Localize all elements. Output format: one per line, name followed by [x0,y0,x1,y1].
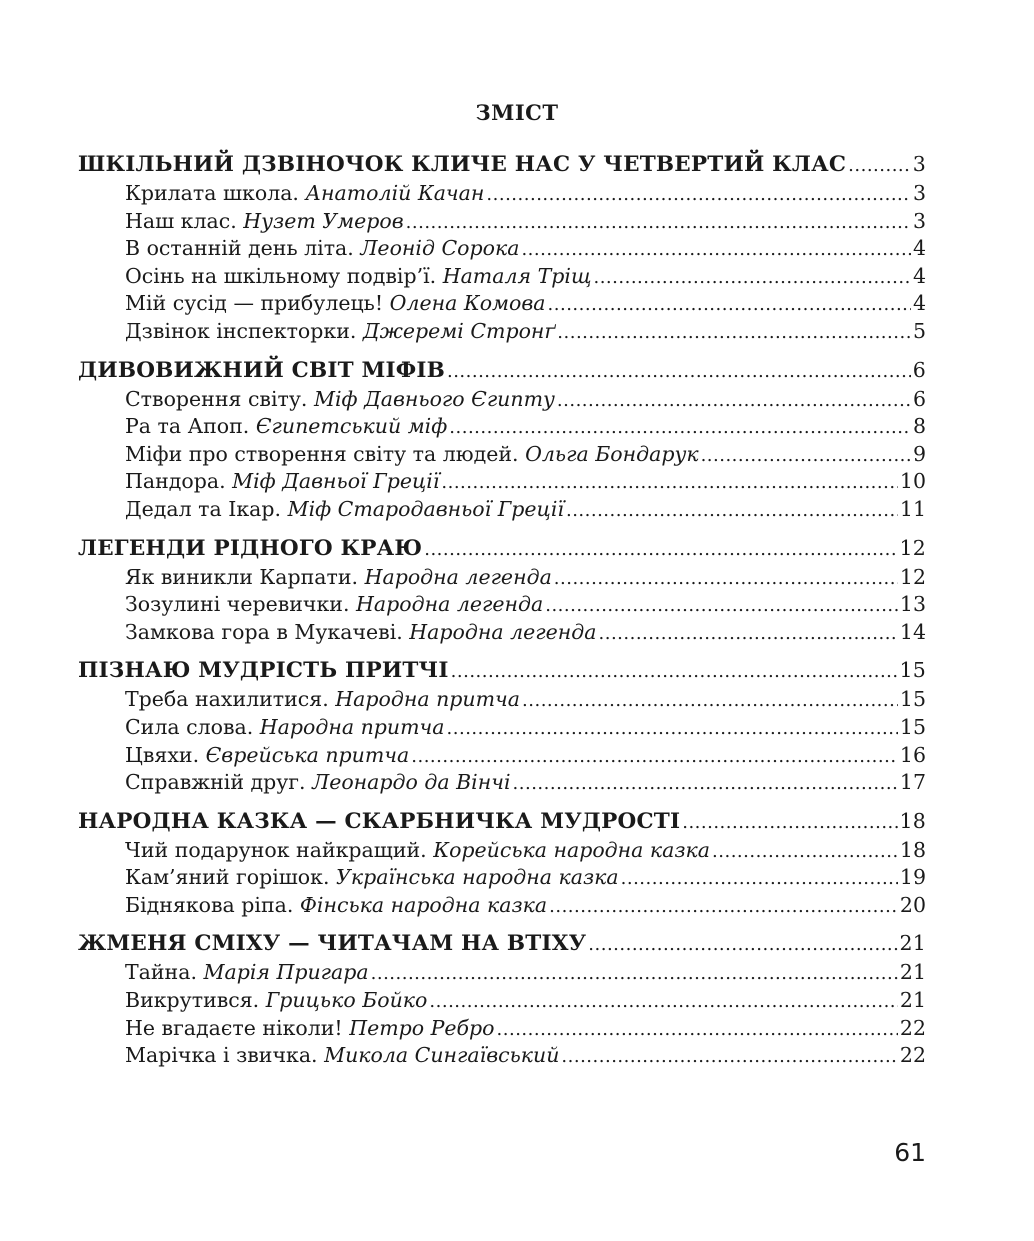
entry-author: Ольга Бондарук [525,441,699,466]
dot-leader [593,267,910,288]
entry-page-number: 17 [899,770,926,795]
entry-label [125,715,445,739]
entry-title: Не вгадаєте ніколи! [125,1015,343,1040]
entry-label [125,387,555,411]
toc-entry[interactable] [78,442,926,470]
entry-page-number: 10 [899,469,926,494]
dot-leader [701,445,911,466]
entry-page-number: 19 [899,865,926,890]
entry-author: Народна легенда [356,592,544,617]
entry-page-number: 14 [899,619,926,644]
entry-label [125,1043,559,1067]
entry-page-number: 21 [899,988,926,1013]
entry-title: Дзвінок інспекторки. [125,318,357,343]
entry-title: Сила слова. [125,714,254,739]
table-of-contents [78,152,926,1082]
entry-author: Народна легенда [364,564,552,589]
entry-author: Міф Стародавньої Греції [287,496,564,521]
entry-title: Як виникли Карпати. [125,564,359,589]
dot-leader [557,390,911,411]
section-page-number: 3 [912,152,926,176]
dot-leader [521,239,911,260]
dot-leader [451,661,898,682]
entry-author: Єврейська притча [205,742,410,767]
section-page-number: 15 [899,658,926,683]
toc-section [78,809,926,921]
section-page-number: 6 [912,357,926,382]
toc-entry[interactable] [78,770,926,798]
entry-author: Олена Комова [389,291,546,316]
entry-label [125,865,619,889]
entry-title: Справжній друг. [125,770,306,795]
entry-label [125,1016,495,1040]
entry-author: Українська народна казка [336,865,619,890]
dot-leader [447,361,911,382]
entry-page-number: 22 [899,1015,926,1040]
entry-title: Марічка і звичка. [125,1043,318,1068]
entry-label [125,838,710,862]
entry-author: Леонардо да Вінчі [312,770,511,795]
entry-author: Народна притча [335,687,521,712]
entry-author: Єгипетський міф [255,414,448,439]
entry-label [125,442,699,466]
dot-leader [411,746,898,767]
entry-title: Цвяхи. [125,742,200,767]
entry-title: В останній день літа. [125,236,354,261]
dot-leader [561,1046,897,1067]
entry-page-number: 12 [899,564,926,589]
dot-leader [548,294,911,315]
entry-title: Осінь на шкільному подвір’ї. [125,263,437,288]
entry-title: Мій сусід — прибулець! [125,291,384,316]
entry-author: Наталя Тріщ [442,263,592,288]
section-title: ЖМЕНЯ СМІХУ — ЧИТАЧАМ НА ВТІХУ [78,931,587,957]
toc-entry[interactable] [78,715,926,743]
toc-entry[interactable] [78,838,926,866]
section-heading-row[interactable] [78,536,926,565]
entry-author: Джеремі Стронґ [362,318,556,343]
entry-title: Кам’яний горішок. [125,865,330,890]
section-title: ДИВОВИЖНИЙ СВІТ МІФІВ [78,357,445,383]
dot-leader [557,322,911,343]
entry-author: Міф Давнього Єгипту [313,386,555,411]
entry-title: Пандора. [125,469,226,494]
section-heading-row[interactable] [78,931,926,960]
dot-leader [371,963,898,984]
entry-page-number: 13 [899,592,926,617]
toc-entry[interactable] [78,497,926,525]
dot-leader [429,991,898,1012]
entry-label [125,291,546,315]
entry-title: Ра та Апоп. [125,414,250,439]
entry-title: Наш клас. [125,208,237,233]
entry-page-number: 20 [899,892,926,917]
dot-leader [712,841,898,862]
toc-entry[interactable] [78,893,926,921]
section-title: ПІЗНАЮ МУДРІСТЬ ПРИТЧІ [78,658,449,684]
entry-label [125,770,511,794]
toc-entry[interactable] [78,592,926,620]
entry-title: Дедал та Ікар. [125,496,282,521]
section-heading-row[interactable] [78,152,926,181]
toc-entry[interactable] [78,743,926,771]
entry-author: Марія Пригара [203,960,369,985]
entry-author: Міф Давньої Греції [232,469,440,494]
entry-author: Фінська народна казка [299,892,548,917]
toc-entry[interactable] [78,209,926,237]
entry-page-number: 4 [912,291,926,316]
entry-title: Створення світу. [125,386,308,411]
section-title: ШКІЛЬНИЙ ДЗВІНОЧОК КЛИЧЕ НАС У ЧЕТВЕРТИЙ КЛАС [78,152,847,177]
entry-author: Грицько Бойко [265,988,428,1013]
dot-leader [545,595,898,616]
entry-label [125,988,427,1012]
entry-author: Петро Ребро [349,1015,495,1040]
dot-leader [449,417,911,438]
entry-page-number: 15 [899,687,926,712]
toc-section [78,358,926,525]
entry-page-number: 3 [912,181,926,205]
entry-title: Крилата школа. [125,181,299,205]
entry-label [125,565,552,589]
dot-leader [588,934,897,955]
entry-title: Тайна. [125,960,197,985]
toc-section [78,931,926,1070]
entry-label [125,960,369,984]
entry-author: Леонід Сорока [360,236,520,261]
toc-entry[interactable] [78,687,926,715]
dot-leader [522,690,898,711]
entry-page-number: 4 [912,236,926,261]
entry-page-number: 8 [912,414,926,439]
toc-entry[interactable] [78,291,926,319]
toc-entry[interactable] [78,988,926,1016]
entry-label [125,592,543,616]
toc-section [78,152,926,347]
entry-title: Міфи про створення світу та людей. [125,441,519,466]
dot-leader [513,773,898,794]
section-page-number: 12 [899,535,926,560]
dot-leader [848,155,911,176]
entry-label [125,497,564,521]
section-heading-row[interactable] [78,658,926,687]
entry-label [125,893,547,917]
entry-page-number: 5 [912,318,926,343]
dot-leader [424,539,897,560]
entry-page-number: 16 [899,742,926,767]
dot-leader [441,472,898,493]
entry-page-number: 15 [899,714,926,739]
entry-title: Замкова гора в Мукачеві. [125,619,403,644]
section-title: ЛЕГЕНДИ РІДНОГО КРАЮ [78,535,423,561]
dot-leader [566,500,898,521]
entry-label [125,236,519,260]
toc-entry[interactable] [78,620,926,648]
entry-label [125,319,555,343]
entry-author: Корейська народна казка [433,837,711,862]
entry-title: Треба нахилитися. [125,687,329,712]
section-page-number: 21 [899,931,926,956]
entry-page-number: 4 [912,263,926,288]
toc-entry[interactable] [78,387,926,415]
entry-label [125,414,447,438]
toc-entry[interactable] [78,565,926,593]
entry-label [125,209,404,233]
entry-page-number: 3 [912,208,926,233]
entry-label [125,620,597,644]
entry-author: Народна притча [259,714,445,739]
toc-section [78,658,926,797]
toc-entry[interactable] [78,469,926,497]
entry-page-number: 18 [899,837,926,862]
entry-label [125,469,439,493]
section-title: НАРОДНА КАЗКА — СКАРБНИЧКА МУДРОСТІ [78,808,681,834]
entry-author: Анатолій Качан [305,181,485,205]
toc-entry[interactable] [78,1043,926,1071]
dot-leader [621,868,898,889]
entry-page-number: 21 [899,960,926,985]
entry-label [125,264,591,288]
entry-title: Викрутився. [125,988,260,1013]
toc-entry[interactable] [78,236,926,264]
dot-leader [599,623,898,644]
dot-leader [682,812,897,833]
entry-page-number: 22 [899,1043,926,1068]
toc-entry[interactable] [78,865,926,893]
entry-label [125,181,484,205]
toc-entry[interactable] [78,319,926,347]
toc-title: ЗМІСТ [475,100,559,125]
toc-entry[interactable] [78,1016,926,1044]
entry-page-number: 11 [899,496,926,521]
page-number: 61 [894,1138,926,1167]
entry-page-number: 6 [912,386,926,411]
toc-section [78,536,926,648]
entry-title: Біднякова ріпа. [125,892,294,917]
section-heading-row[interactable] [78,358,926,387]
entry-author: Народна легенда [409,619,597,644]
dot-leader [554,568,898,589]
section-page-number: 18 [899,808,926,833]
section-heading-row[interactable] [78,809,926,838]
entry-author: Нузет Умеров [243,208,404,233]
dot-leader [486,184,911,205]
entry-page-number: 9 [912,441,926,466]
toc-entry[interactable] [78,264,926,292]
dot-leader [549,896,898,917]
toc-entry[interactable] [78,181,926,209]
entry-label [125,743,409,767]
entry-title: Зозулині черевички. [125,592,350,617]
dot-leader [447,718,898,739]
entry-author: Микола Сингаївський [324,1043,560,1068]
toc-entry[interactable] [78,414,926,442]
entry-label [125,687,520,711]
dot-leader [406,212,911,233]
toc-entry[interactable] [78,960,926,988]
dot-leader [497,1019,898,1040]
entry-title: Чий подарунок найкращий. [125,837,427,862]
